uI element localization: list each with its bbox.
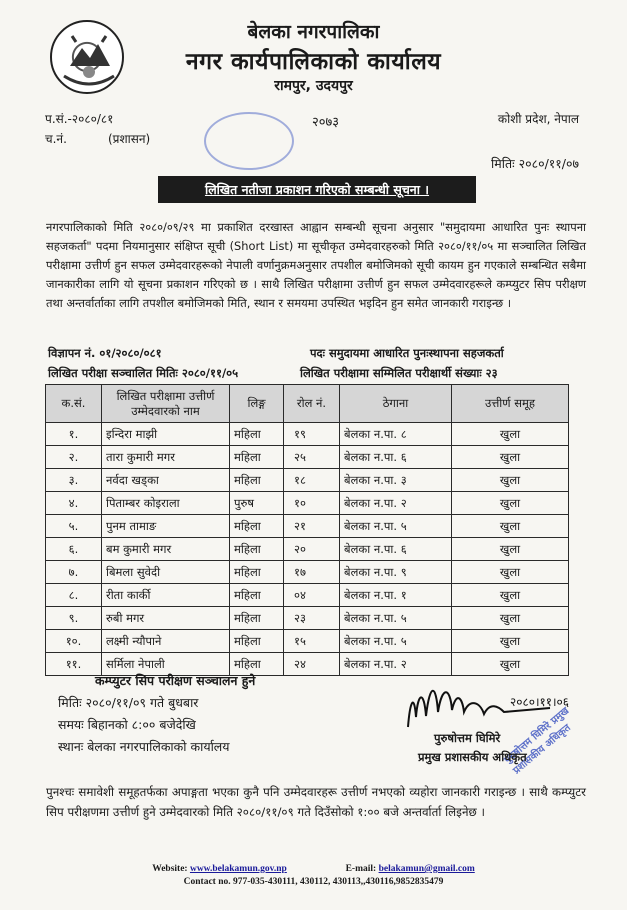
cell-group: खुला (452, 630, 569, 653)
cell-address: बेलका न.पा. ३ (340, 469, 452, 492)
col-address: ठेगाना (340, 385, 452, 423)
footer-contact: Contact no. 977-035-430111, 430112, 430113,,430116,9852835479 (183, 877, 444, 887)
table-header-row (46, 385, 569, 423)
cell-address: बेलका न.पा. ५ (340, 607, 452, 630)
cell-group: खुला (452, 607, 569, 630)
cell-name: लक्ष्मी न्यौपाने (102, 630, 230, 653)
cell-roll: २४ (284, 653, 340, 676)
cell-group: खुला (452, 515, 569, 538)
cell-address: बेलका न.पा. ६ (340, 446, 452, 469)
cell-sn: ४. (46, 492, 102, 515)
cell-roll: ०४ (284, 584, 340, 607)
cell-name: रुबी मगर (102, 607, 230, 630)
cell-sn: ३. (46, 469, 102, 492)
cell-name: बम कुमारी मगर (102, 538, 230, 561)
col-sn: क.सं. (46, 385, 102, 423)
postscript: पुनश्चः समावेशी समूहतर्फका अपाङ्गता भएका कुनै पनि उम्मेदवारहरू उत्तीर्ण नभएको व्यहोरा जानकारी गराइन्छ । साथै कम्प्युटर सिप परीक्षणमा उत्तीर्ण हुने उम्मेदवारको मिति २०८०/११/०९ गते दिउँसोको १:०० बजे अन्तर्वार्ता लिइनेछ । (46, 785, 586, 819)
cell-name: पिताम्बर कोइराला (102, 492, 230, 515)
schedule-time: समयः बिहानको ८:०० बजेदेखि (58, 717, 196, 732)
col-roll: रोल नं. (284, 385, 340, 423)
table-row (46, 607, 569, 630)
results-table (45, 384, 569, 676)
table-row (46, 423, 569, 446)
website-link[interactable]: www.belakamun.gov.np (189, 864, 287, 874)
cell-gender: महिला (230, 469, 284, 492)
table-row (46, 446, 569, 469)
cell-name: नर्वदा खड्का (102, 469, 230, 492)
table-row (46, 492, 569, 515)
cell-group: खुला (452, 492, 569, 515)
schedule-date: मितिः २०८०/११/०९ गते बुधबार (58, 695, 199, 710)
cell-address: बेलका न.पा. ५ (340, 630, 452, 653)
cell-gender: महिला (230, 653, 284, 676)
cell-sn: ११. (46, 653, 102, 676)
cell-group: खुला (452, 538, 569, 561)
cell-address: बेलका न.पा. २ (340, 653, 452, 676)
cell-gender: महिला (230, 538, 284, 561)
cell-sn: १०. (46, 630, 102, 653)
cell-roll: १७ (284, 561, 340, 584)
signatory-stamp: पुरुषोत्तम घिमिरे प्रमुख प्रशासकीय अधिकृत (502, 705, 573, 777)
province-label: कोशी प्रदेश, नेपाल (497, 112, 579, 126)
cell-sn: २. (46, 446, 102, 469)
table-row (46, 630, 569, 653)
cell-address: बेलका न.पा. ५ (340, 515, 452, 538)
schedule-title: कम्प्युटर सिप परीक्षण सञ्चालन हुने (95, 673, 256, 688)
office-stamp (204, 112, 294, 170)
cell-gender: महिला (230, 515, 284, 538)
col-group: उत्तीर्ण समूह (452, 385, 569, 423)
footer-web-email (0, 864, 627, 874)
cell-group: खुला (452, 561, 569, 584)
cell-name: रीता कार्की (102, 584, 230, 607)
cell-name: सर्मिला नेपाली (102, 653, 230, 676)
cell-name: बिमला सुवेदी (102, 561, 230, 584)
cell-sn: ७. (46, 561, 102, 584)
cell-address: बेलका न.पा. ६ (340, 538, 452, 561)
cell-name: पुनम तामाङ (102, 515, 230, 538)
notice-body: नगरपालिकाको मिति २०८०/०९/२९ मा प्रकाशित दरखास्त आह्वान सम्बन्धी सूचना अनुसार "समुदायमा आधारित पुनः स्थापना सहजकर्ता" पदमा नियमानुसार संक्षिप्त सूची (Short List) मा सूचीकृत उम्मेदवारहरुको मिति २०८०/११/०५ मा सञ्चालित लिखित परीक्षामा उत्तीर्ण हुन सफल उम्मेदवारहरूको नेपाली वर्णानुक्रमअनुसार तपशील बमोजिमको सूची कायम हुन गएकाले सम्बन्धित सबैमा जानकारीका लागि यो सूचना प्रकाशन गरिएको छ । साथै लिखित परीक्षामा उत्तीर्ण हुन सफल उम्मेदवारहरूले कम्प्युटर सिप परीक्षण तथा अन्तर्वार्ताका लागि तपशील बमोजिमको मिति, स्थान र समयमा उपस्थित भइदिन हुन समेत जानकारी गराइन्छ । (46, 220, 586, 310)
participant-count: लिखित परीक्षामा सम्मिलित परीक्षार्थी संख्याः २३ (300, 366, 498, 380)
office-name: नगर कार्यपालिकाको कार्यालय (185, 49, 442, 75)
cell-address: बेलका न.पा. २ (340, 492, 452, 515)
email-label: E-mail: (345, 864, 377, 874)
cell-roll: २३ (284, 607, 340, 630)
cell-roll: १५ (284, 630, 340, 653)
cell-address: बेलका न.पा. ८ (340, 423, 452, 446)
vigyapan-number: विज्ञापन नं. ०१/२०८०/०८१ (48, 346, 162, 360)
chalani-label: च.नं. (45, 132, 67, 146)
notice-title: लिखित नतीजा प्रकाशन गरिएको सम्बन्धी सूचना । (158, 176, 476, 203)
signature-date: २०८०।११।०६ (510, 695, 570, 709)
table-row (46, 538, 569, 561)
notice-date: मितिः २०८०/११/०७ (491, 156, 579, 171)
website-label: Website: (152, 864, 188, 874)
cell-gender: महिला (230, 584, 284, 607)
cell-group: खुला (452, 469, 569, 492)
cell-address: बेलका न.पा. १ (340, 584, 452, 607)
signatory-name: पुरुषोत्तम घिमिरे (434, 731, 501, 745)
cell-sn: ८. (46, 584, 102, 607)
table-row (46, 561, 569, 584)
cell-sn: ६. (46, 538, 102, 561)
cell-gender: महिला (230, 446, 284, 469)
office-address: रामपुर, उदयपुर (274, 78, 353, 94)
cell-roll: २५ (284, 446, 340, 469)
signatory-role: प्रमुख प्रशासकीय अधिकृत (418, 750, 527, 764)
cell-group: खुला (452, 653, 569, 676)
cell-gender: पुरुष (230, 492, 284, 515)
email-link[interactable]: belakamun@gmail.com (378, 864, 475, 874)
exam-date: लिखित परीक्षा सञ्चालित मितिः २०८०/११/०५ (48, 366, 239, 380)
cell-gender: महिला (230, 630, 284, 653)
cell-group: खुला (452, 423, 569, 446)
cell-sn: ५. (46, 515, 102, 538)
cell-name: इन्दिरा माझी (102, 423, 230, 446)
cell-roll: १९ (284, 423, 340, 446)
cell-gender: महिला (230, 561, 284, 584)
cell-gender: महिला (230, 423, 284, 446)
col-gender: लिङ्ग (230, 385, 284, 423)
cell-gender: महिला (230, 607, 284, 630)
cell-roll: १८ (284, 469, 340, 492)
cell-group: खुला (452, 446, 569, 469)
table-row (46, 584, 569, 607)
cell-group: खुला (452, 584, 569, 607)
stamp-year: २०७३ (312, 115, 340, 130)
cell-name: तारा कुमारी मगर (102, 446, 230, 469)
section-label: (प्रशासन) (108, 132, 151, 146)
table-row (46, 515, 569, 538)
table-row (46, 469, 569, 492)
cell-roll: १० (284, 492, 340, 515)
col-name: लिखित परीक्षामा उत्तीर्ण उम्मेदवारको नाम (102, 385, 230, 423)
schedule-place: स्थानः बेलका नगरपालिकाको कार्यालय (58, 739, 230, 754)
cell-roll: २० (284, 538, 340, 561)
org-name: बेलका नगरपालिका (247, 21, 380, 43)
cell-sn: १. (46, 423, 102, 446)
cell-roll: २१ (284, 515, 340, 538)
cell-address: बेलका न.पा. ९ (340, 561, 452, 584)
post-name: पदः समुदायमा आधारित पुनःस्थापना सहजकर्ता (310, 346, 504, 360)
patra-sankhya: प.सं.-२०८०/८१ (45, 112, 114, 126)
cell-sn: ९. (46, 607, 102, 630)
